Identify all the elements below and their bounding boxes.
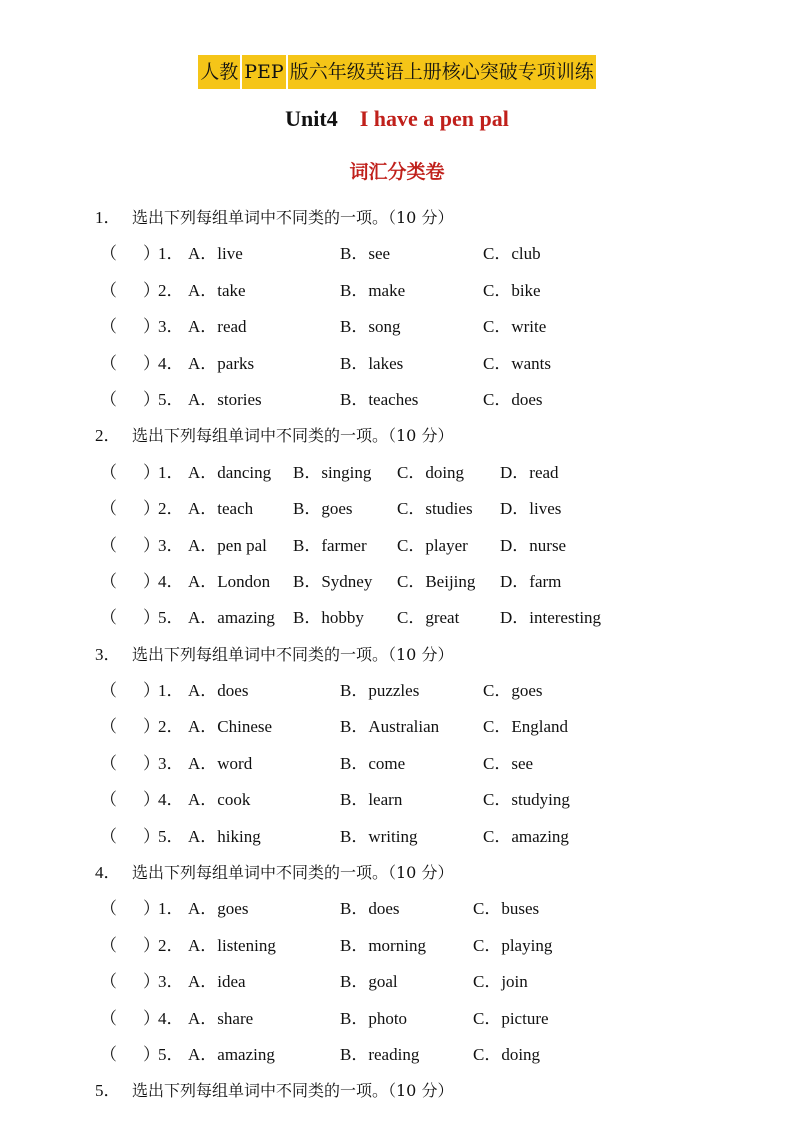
option-c: C．see xyxy=(483,753,534,773)
answer-paren-left: （ xyxy=(100,499,117,519)
question-row xyxy=(0,1001,794,1037)
option-b: B．come xyxy=(340,753,406,773)
answer-paren-right: ） xyxy=(143,681,160,701)
option-b: B．photo xyxy=(340,1008,408,1028)
option-a: A．hiking xyxy=(188,826,261,846)
question-number: 3． xyxy=(158,535,184,555)
option-a: A．dancing xyxy=(188,462,272,482)
option-c: C．studying xyxy=(483,790,570,810)
option-d: D．lives xyxy=(500,499,562,519)
option-a: A．amazing xyxy=(188,1044,275,1064)
option-b: B．teaches xyxy=(340,389,419,409)
answer-paren-left: （ xyxy=(100,317,117,337)
question-number: 1． xyxy=(158,244,184,264)
answer-paren-left: （ xyxy=(100,790,117,810)
option-c: C．doing xyxy=(473,1044,541,1064)
option-a: A．word xyxy=(188,753,253,773)
section-instruction: 选出下列每组单词中不同类的一项。（10 分） xyxy=(132,863,454,883)
question-number: 5． xyxy=(158,608,184,628)
answer-paren-right: ） xyxy=(143,826,160,846)
option-c: C．goes xyxy=(483,681,543,701)
option-c: C．picture xyxy=(473,1008,549,1028)
question-number: 5． xyxy=(158,389,184,409)
question-number: 5． xyxy=(158,826,184,846)
question-row xyxy=(0,528,794,564)
option-a: A．London xyxy=(188,571,271,591)
question-row xyxy=(0,709,794,745)
option-b: B．learn xyxy=(340,790,403,810)
option-c: C．playing xyxy=(473,935,553,955)
question-row xyxy=(0,346,794,382)
answer-paren-right: ） xyxy=(143,790,160,810)
option-a: A．goes xyxy=(188,899,249,919)
answer-paren-right: ） xyxy=(143,571,160,591)
option-b: B．lakes xyxy=(340,353,404,373)
section-heading xyxy=(0,855,794,891)
question-row xyxy=(0,309,794,345)
option-b: B．reading xyxy=(340,1044,420,1064)
question-number: 4． xyxy=(158,571,184,591)
option-a: A．teach xyxy=(188,499,254,519)
answer-paren-right: ） xyxy=(143,280,160,300)
section-heading xyxy=(0,200,794,236)
answer-paren-left: （ xyxy=(100,389,117,409)
section-number: 2． xyxy=(95,426,121,446)
option-c: C．Beijing xyxy=(397,571,476,591)
question-row xyxy=(0,600,794,636)
answer-paren-left: （ xyxy=(100,681,117,701)
answer-paren-right: ） xyxy=(143,462,160,482)
answer-paren-right: ） xyxy=(143,717,160,737)
question-row xyxy=(0,673,794,709)
option-d: D．farm xyxy=(500,571,562,591)
question-row xyxy=(0,891,794,927)
answer-paren-left: （ xyxy=(100,1044,117,1064)
answer-paren-right: ） xyxy=(143,499,160,519)
title-banner xyxy=(0,54,794,90)
question-row xyxy=(0,819,794,855)
question-number: 2． xyxy=(158,280,184,300)
option-b: B．Australian xyxy=(340,717,440,737)
answer-paren-right: ） xyxy=(143,317,160,337)
section-heading xyxy=(0,1073,794,1109)
section-instruction: 选出下列每组单词中不同类的一项。（10 分） xyxy=(132,644,454,664)
page-subtitle: 词汇分类卷 xyxy=(349,161,445,183)
option-a: A．live xyxy=(188,244,243,264)
answer-paren-left: （ xyxy=(100,608,117,628)
option-d: D．read xyxy=(500,462,559,482)
option-a: A．cook xyxy=(188,790,251,810)
exercise-content xyxy=(0,200,794,1110)
option-d: D．nurse xyxy=(500,535,567,555)
banner-segment-3: 版六年级英语上册核心突破专项训练 xyxy=(288,55,596,89)
answer-paren-right: ） xyxy=(143,1008,160,1028)
answer-paren-left: （ xyxy=(100,753,117,773)
option-a: A．Chinese xyxy=(188,717,273,737)
question-number: 1． xyxy=(158,462,184,482)
option-a: A．amazing xyxy=(188,608,275,628)
answer-paren-right: ） xyxy=(143,972,160,992)
question-number: 3． xyxy=(158,753,184,773)
answer-paren-left: （ xyxy=(100,353,117,373)
answer-paren-left: （ xyxy=(100,535,117,555)
option-b: B．writing xyxy=(340,826,418,846)
section-heading xyxy=(0,637,794,673)
section-instruction: 选出下列每组单词中不同类的一项。（10 分） xyxy=(132,208,454,227)
option-b: B．farmer xyxy=(293,535,367,555)
option-c: C．club xyxy=(483,244,541,264)
question-row xyxy=(0,964,794,1000)
option-b: B．singing xyxy=(293,462,372,482)
unit-title xyxy=(0,106,794,132)
answer-paren-left: （ xyxy=(100,571,117,591)
option-c: C．write xyxy=(483,317,547,337)
question-row xyxy=(0,236,794,272)
question-row xyxy=(0,455,794,491)
option-b: B．morning xyxy=(340,935,426,955)
option-b: B．does xyxy=(340,899,400,919)
answer-paren-right: ） xyxy=(143,899,160,919)
question-number: 4． xyxy=(158,1008,184,1028)
option-b: B．make xyxy=(340,280,406,300)
option-b: B．goes xyxy=(293,499,353,519)
question-number: 4． xyxy=(158,353,184,373)
question-number: 1． xyxy=(158,899,184,919)
answer-paren-left: （ xyxy=(100,935,117,955)
option-d: D．interesting xyxy=(500,608,602,628)
section-number: 4． xyxy=(95,863,121,883)
answer-paren-left: （ xyxy=(100,717,117,737)
option-a: A．idea xyxy=(188,972,246,992)
option-b: B．Sydney xyxy=(293,571,373,591)
option-b: B．puzzles xyxy=(340,681,420,701)
option-b: B．song xyxy=(340,317,401,337)
answer-paren-right: ） xyxy=(143,935,160,955)
option-c: C．player xyxy=(397,535,468,555)
answer-paren-left: （ xyxy=(100,1008,117,1028)
option-c: C．doing xyxy=(397,462,465,482)
option-a: A．parks xyxy=(188,353,255,373)
answer-paren-right: ） xyxy=(143,535,160,555)
unit-label: Unit4 xyxy=(285,106,338,131)
question-number: 5． xyxy=(158,1044,184,1064)
answer-paren-left: （ xyxy=(100,280,117,300)
option-c: C．great xyxy=(397,608,460,628)
option-c: C．does xyxy=(483,389,543,409)
option-c: C．bike xyxy=(483,280,541,300)
question-number: 4． xyxy=(158,790,184,810)
question-number: 1． xyxy=(158,681,184,701)
answer-paren-right: ） xyxy=(143,244,160,264)
answer-paren-left: （ xyxy=(100,244,117,264)
question-row xyxy=(0,928,794,964)
option-c: C．amazing xyxy=(483,826,569,846)
answer-paren-right: ） xyxy=(143,1044,160,1064)
option-c: C．join xyxy=(473,972,528,992)
question-row xyxy=(0,1037,794,1073)
option-c: C．wants xyxy=(483,353,551,373)
option-a: A．share xyxy=(188,1008,254,1028)
banner-segment-2: PEP xyxy=(242,55,285,89)
option-a: A．listening xyxy=(188,935,276,955)
option-a: A．read xyxy=(188,317,247,337)
question-row xyxy=(0,782,794,818)
answer-paren-left: （ xyxy=(100,826,117,846)
question-number: 3． xyxy=(158,972,184,992)
answer-paren-right: ） xyxy=(143,608,160,628)
section-heading xyxy=(0,418,794,454)
question-row xyxy=(0,491,794,527)
section-number: 3． xyxy=(95,644,121,664)
answer-paren-right: ） xyxy=(143,353,160,373)
banner-segment-1: 人教 xyxy=(198,55,240,89)
option-b: B．hobby xyxy=(293,608,364,628)
answer-paren-left: （ xyxy=(100,462,117,482)
option-c: C．buses xyxy=(473,899,540,919)
option-c: C．England xyxy=(483,717,568,737)
question-number: 2． xyxy=(158,717,184,737)
answer-paren-left: （ xyxy=(100,899,117,919)
section-number: 1． xyxy=(95,208,121,227)
option-a: A．stories xyxy=(188,389,262,409)
answer-paren-right: ） xyxy=(143,389,160,409)
option-a: A．take xyxy=(188,280,246,300)
section-number: 5． xyxy=(95,1081,121,1101)
answer-paren-right: ） xyxy=(143,753,160,773)
option-a: A．does xyxy=(188,681,249,701)
question-row xyxy=(0,564,794,600)
option-a: A．pen pal xyxy=(188,535,267,555)
option-c: C．studies xyxy=(397,499,473,519)
section-instruction: 选出下列每组单词中不同类的一项。（10 分） xyxy=(132,1081,454,1101)
option-b: B．see xyxy=(340,244,391,264)
answer-paren-left: （ xyxy=(100,972,117,992)
question-row xyxy=(0,382,794,418)
question-number: 3． xyxy=(158,317,184,337)
question-number: 2． xyxy=(158,935,184,955)
unit-topic: I have a pen pal xyxy=(359,106,509,131)
question-number: 2． xyxy=(158,499,184,519)
option-b: B．goal xyxy=(340,972,398,992)
section-instruction: 选出下列每组单词中不同类的一项。（10 分） xyxy=(132,426,454,446)
question-row xyxy=(0,746,794,782)
question-row xyxy=(0,273,794,309)
